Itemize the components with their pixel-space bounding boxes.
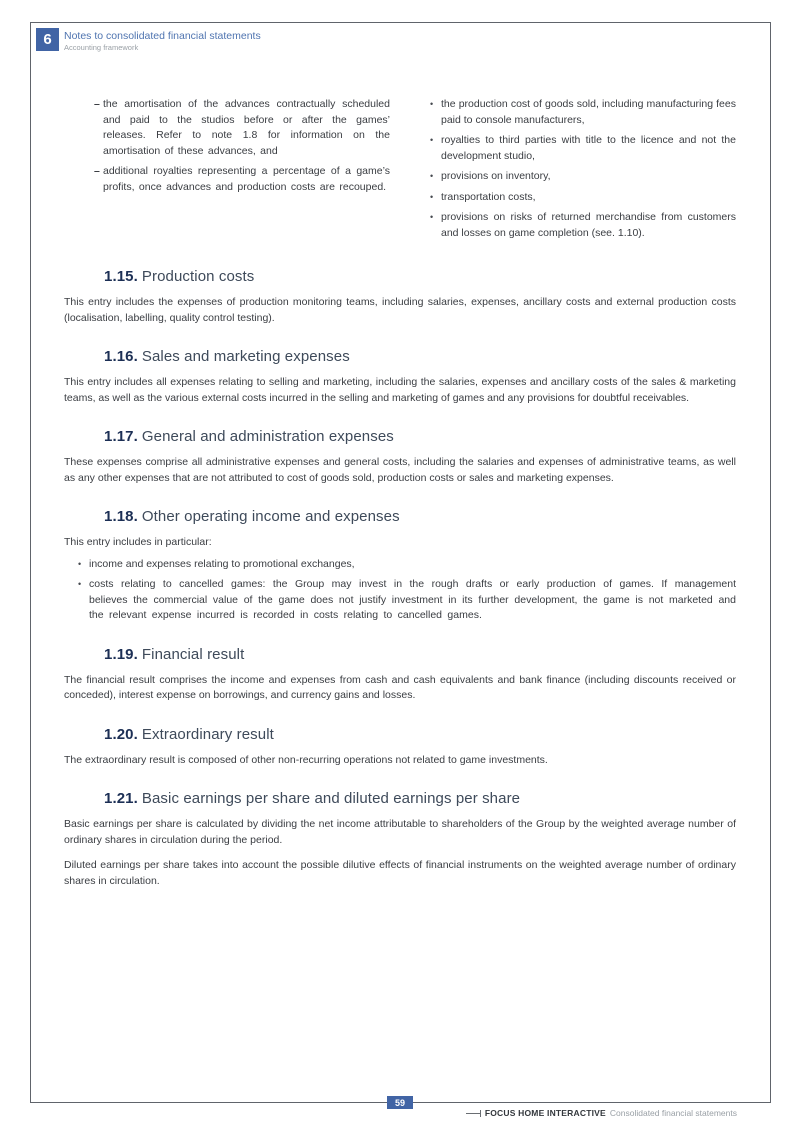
bullet-marker: • xyxy=(78,558,82,569)
section-title: Sales and marketing expenses xyxy=(141,348,350,365)
bullet-marker: • xyxy=(430,135,434,145)
list-item-text: costs relating to cancelled games: the Group may invest in the rough drafts or early production of games. If management believes the commercial value of the game does not justify investment in its further development, the game is not marketed and the relevant expense incurred is recorded in costs relating to cancelled games. xyxy=(89,578,736,621)
paragraph: These expenses comprise all administrative expenses and general costs, including the salaries and expenses of administrative teams, as well as any other expenses that are not attributed to cost of goods sold, production costs or sales and marketing expenses. xyxy=(64,456,736,484)
paragraph: The financial result comprises the income and expenses from cash and cash equivalents and bank finance (including discounts received or conceded), interest expense on borrowings, and currency gains and losses. xyxy=(64,673,736,701)
section-heading xyxy=(104,645,736,664)
footer-document-title: Consolidated financial statements xyxy=(609,1108,737,1118)
list-item xyxy=(78,577,736,624)
paragraph: The extraordinary result is composed of other non-recurring operations not related to game investments. xyxy=(64,753,548,766)
chapter-number: 6 xyxy=(43,31,52,48)
list-item-text: royalties to third parties with title to the licence and not the development studio, xyxy=(441,134,736,162)
bullet-marker: • xyxy=(430,171,434,181)
chapter-title: Notes to consolidated financial statements xyxy=(64,30,261,42)
section-number: 1.18. xyxy=(104,508,138,525)
list-item-text: the production cost of goods sold, including manufacturing fees paid to console manufacturers, xyxy=(441,98,736,126)
list-item-text: additional royalties representing a percentage of a game’s profits, once advances and production costs are recouped. xyxy=(103,165,390,193)
section-earnings-per-share xyxy=(64,789,736,889)
footer-brand-line xyxy=(466,1107,737,1119)
chapter-number-badge xyxy=(36,28,59,51)
section-production-costs xyxy=(64,267,736,326)
section-heading xyxy=(104,347,736,366)
chapter-meta xyxy=(64,28,261,53)
section-heading xyxy=(104,789,736,808)
list-item-text: income and expenses relating to promotional exchanges, xyxy=(89,557,355,570)
section-number: 1.16. xyxy=(104,348,138,365)
list-item xyxy=(430,169,736,185)
section-number: 1.19. xyxy=(104,645,138,663)
section-number: 1.21. xyxy=(104,790,138,807)
section-title: Extraordinary result xyxy=(141,725,274,743)
section-financial-result xyxy=(64,645,736,704)
chapter-subtitle: Accounting framework xyxy=(64,43,139,52)
paragraph: This entry includes all expenses relating to selling and marketing, including the salaries, expenses and ancillary costs of the sales & marketing teams, as well as the various external costs incurred in the selling and marketing of games and any provisions for doubtful receivables. xyxy=(64,376,736,404)
section-number: 1.17. xyxy=(104,428,138,445)
section-other-operating-income-expenses xyxy=(64,507,736,624)
section-heading xyxy=(104,267,736,286)
bullet-list xyxy=(64,557,736,624)
section-sales-marketing-expenses xyxy=(64,347,736,406)
section-title: Basic earnings per share and diluted earnings per share xyxy=(141,790,521,807)
paragraph: This entry includes the expenses of production monitoring teams, including salaries, expenses, ancillary costs and external production costs (localisation, labelling, quality control testing). xyxy=(64,296,736,324)
section-heading xyxy=(104,427,736,446)
list-item-text: transportation costs, xyxy=(441,190,536,203)
section-heading xyxy=(104,725,736,744)
bullet-marker: • xyxy=(430,212,434,222)
intro-left-column xyxy=(64,97,390,246)
section-general-administration-expenses xyxy=(64,427,736,486)
dash-marker: – xyxy=(94,98,100,110)
section-number: 1.15. xyxy=(104,268,138,285)
paragraph: This entry includes in particular: xyxy=(64,536,212,548)
list-item xyxy=(430,97,736,128)
section-title: Other operating income and expenses xyxy=(141,508,400,525)
bullet-marker: • xyxy=(430,99,434,109)
list-item-text: provisions on inventory, xyxy=(441,170,551,182)
page-number-badge: 59 xyxy=(387,1096,413,1109)
bullet-marker: • xyxy=(430,191,434,202)
list-item xyxy=(94,164,390,195)
list-item xyxy=(94,97,390,159)
dash-marker: – xyxy=(94,165,100,177)
list-item-text: provisions on risks of returned merchandise from customers and losses on game completion (see. 1.10). xyxy=(441,211,736,239)
page-content xyxy=(64,97,736,899)
list-item xyxy=(430,190,736,206)
intro-columns xyxy=(64,97,736,246)
footer-rule-icon xyxy=(466,1109,481,1117)
section-title: Production costs xyxy=(141,268,255,285)
intro-right-column xyxy=(430,97,736,246)
paragraph: Diluted earnings per share takes into account the possible dilutive effects of financial instruments on the weighted average number of ordinary shares in circulation. xyxy=(64,859,736,887)
section-number: 1.20. xyxy=(104,725,138,743)
list-item xyxy=(430,133,736,164)
section-title: General and administration expenses xyxy=(141,428,394,445)
list-item xyxy=(78,557,736,573)
paragraph: Basic earnings per share is calculated by dividing the net income attributable to shareholders of the Group by the weighted average number of ordinary shares in circulation during the period. xyxy=(64,818,736,846)
section-title: Financial result xyxy=(141,645,245,663)
list-item-text: the amortisation of the advances contractually scheduled and paid to the studios before or after the games’ releases. Refer to note 1.8 for information on the amortisation of these advances, and xyxy=(103,98,390,157)
list-item xyxy=(430,210,736,241)
chapter-header xyxy=(36,28,261,53)
footer-brand: FOCUS HOME INTERACTIVE xyxy=(484,1108,606,1118)
section-extraordinary-result xyxy=(64,725,736,769)
bullet-marker: • xyxy=(78,579,82,589)
section-heading xyxy=(104,507,736,526)
